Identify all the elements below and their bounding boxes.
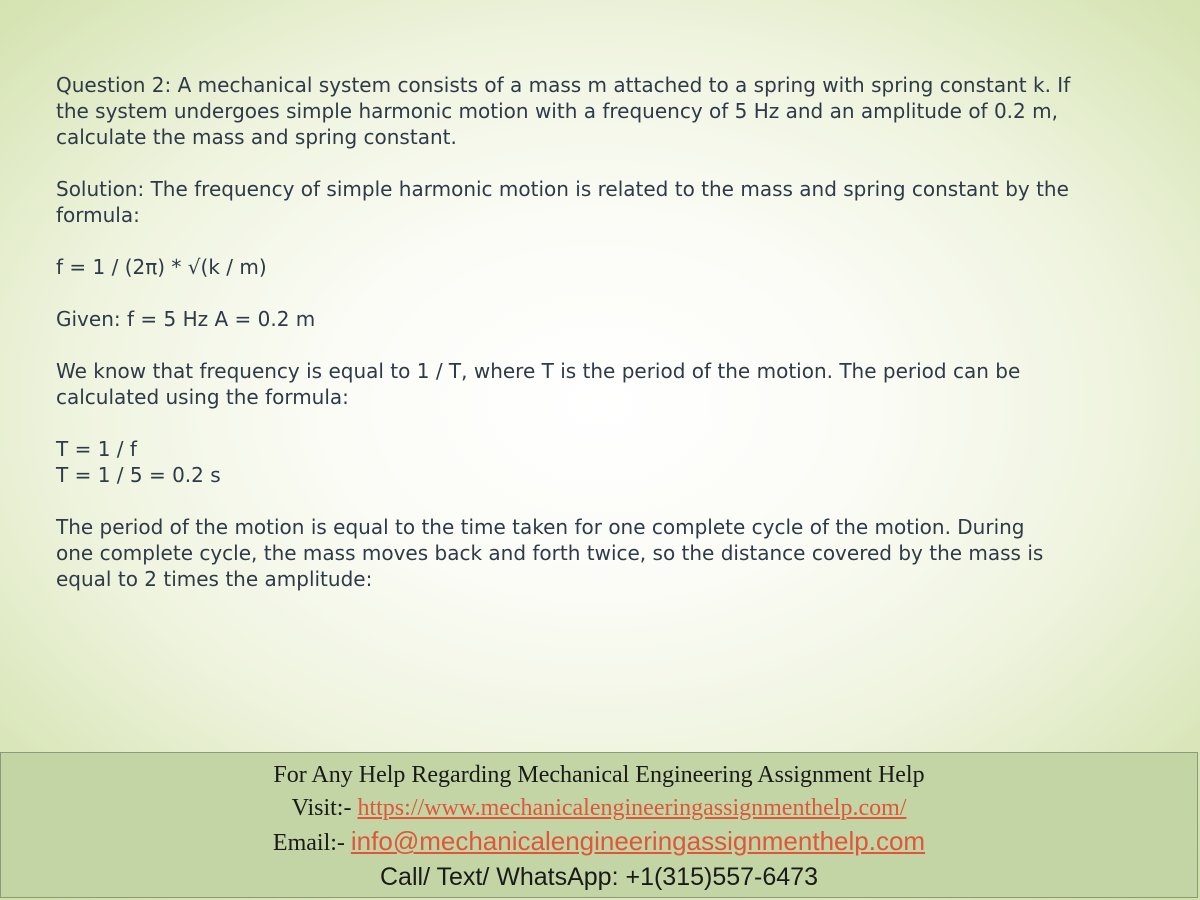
text-line: calculated using the formula:	[56, 385, 349, 409]
footer-phone-line: Call/ Text/ WhatsApp: +1(315)557-6473	[380, 863, 818, 891]
document-body	[56, 72, 1156, 592]
period-explanation	[56, 358, 1156, 410]
frequency-formula	[56, 254, 1156, 280]
email-link[interactable]: info@mechanicalengineeringassignmenthelp.com	[350, 826, 926, 856]
text-line: formula:	[56, 203, 140, 227]
visit-label: Visit:-	[291, 795, 358, 821]
text-line: calculate the mass and spring constant.	[56, 125, 457, 149]
text-line: the system undergoes simple harmonic motion with a frequency of 5 Hz and an amplitude of 0.2 m,	[56, 99, 1058, 123]
text-line: We know that frequency is equal to 1 / T, where T is the period of the motion. The period can be	[56, 359, 1021, 383]
question-paragraph	[56, 72, 1156, 150]
text-line: T = 1 / f	[56, 437, 137, 461]
text-line: equal to 2 times the amplitude:	[56, 567, 373, 591]
email-label: Email:-	[272, 830, 351, 856]
text-line: T = 1 / 5 = 0.2 s	[56, 463, 221, 487]
text-line: Given: f = 5 Hz A = 0.2 m	[56, 307, 316, 331]
amplitude-paragraph	[56, 514, 1156, 592]
footer-visit-line	[1, 792, 1197, 825]
text-line: f = 1 / (2π) * √(k / m)	[56, 255, 267, 279]
footer-heading: For Any Help Regarding Mechanical Engineering Assignment Help	[273, 762, 925, 788]
text-line: The period of the motion is equal to the time taken for one complete cycle of the motion. During	[56, 515, 1025, 539]
footer-email-line	[1, 825, 1197, 860]
text-line: Solution: The frequency of simple harmonic motion is related to the mass and spring constant by the	[56, 177, 1069, 201]
solution-paragraph	[56, 176, 1156, 228]
text-line: one complete cycle, the mass moves back and forth twice, so the distance covered by the mass is	[56, 541, 1044, 565]
given-values	[56, 306, 1156, 332]
website-link[interactable]: https://www.mechanicalengineeringassignmenthelp.com/	[357, 795, 907, 821]
period-formula	[56, 436, 1156, 488]
text-line: Question 2: A mechanical system consists of a mass m attached to a spring with spring constant k. If	[56, 73, 1071, 97]
contact-footer	[0, 752, 1198, 898]
